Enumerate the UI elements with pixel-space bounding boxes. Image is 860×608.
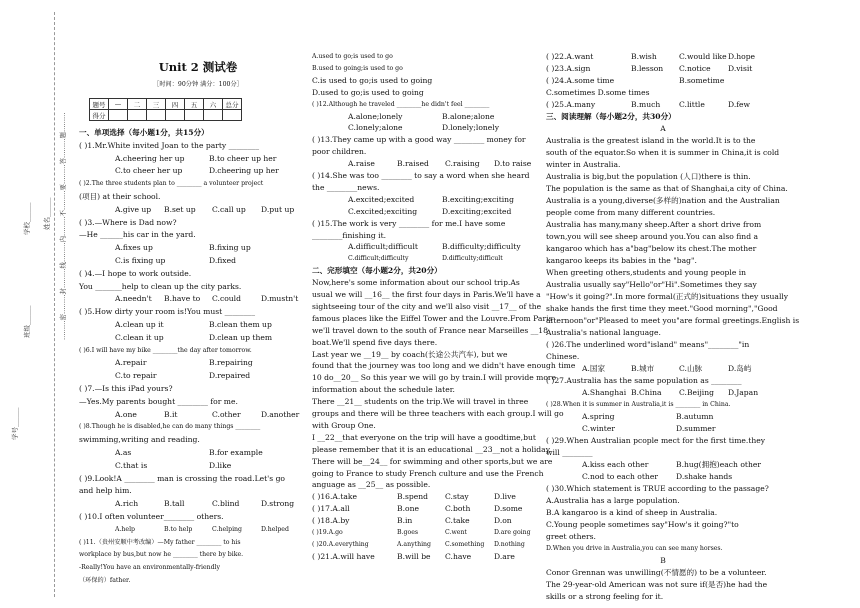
question-text: ( )27.Australia has the same population as ________ (546, 376, 742, 385)
score-header-cell: — (109, 99, 128, 110)
answer-option: A.国家 (582, 364, 606, 373)
question-text: south of the equator.So when it is summer in China,it is cold (546, 148, 780, 157)
answer-option: C.notice (679, 64, 711, 73)
score-header-cell: 三 (147, 99, 166, 110)
question-text: swimming,writing and reading. (79, 435, 200, 445)
number-field: 学号______ (11, 407, 19, 440)
answer-option: D.like (209, 460, 232, 470)
question-text: A.Australia has a large population. (546, 496, 680, 505)
answer-option: A.as (115, 448, 132, 457)
question-text: ( )2.The three students plan to ________ a volunteer project (79, 180, 264, 188)
answer-option: B.one (397, 504, 419, 514)
question-text: The 29-year-old American was not sure if(是否)he had the (546, 580, 768, 589)
question-text: Now,here's some information about our school trip.As (312, 278, 520, 288)
question-text: "How's it going?".In more formal(正式的)situations they usually (546, 292, 789, 301)
question-text: ( )4.—I hope to work outside. (79, 268, 192, 278)
answer-option: C.clean it up (115, 332, 164, 342)
answer-option: C.went (445, 529, 467, 536)
question-text: will ________ (546, 448, 593, 457)
question-text: ( )18.A.by (312, 516, 350, 526)
question-text: ( )17.A.all (312, 504, 350, 514)
answer-option: C.is fixing up (115, 256, 166, 265)
question-text: sightseeing tour of the city and we'll also visit __17__ of the (312, 301, 542, 311)
question-text: —Yes.My parents bought ________ for me. (79, 396, 238, 406)
answer-option: C.lonely;alone (348, 123, 403, 133)
question-text: usual we will __16__ the first four days in Paris.We'll have a (312, 290, 541, 299)
question-text: C.is used to go;is used to going (312, 75, 433, 85)
question-text: ( )1.Mr.White invited Joan to the party ________ (79, 140, 259, 150)
question-text: ( )24.A.some time (546, 76, 615, 85)
question-text: You _______help to clean up the city parks. (79, 281, 242, 291)
answer-option: C.to repair (115, 371, 157, 381)
score-cell[interactable] (147, 110, 166, 121)
answer-option: C.something (445, 540, 485, 548)
answer-option: A.cheering her up (115, 153, 185, 163)
score-header-cell: 总分 (223, 99, 242, 110)
question-text: C.sometimes D.some times (546, 88, 650, 97)
answer-option: B.for example (209, 448, 263, 457)
question-text: -Really!You have an environmentally-friendly (79, 564, 221, 572)
question-text: please remember that it is an educational __23__not a holiday. (312, 444, 552, 454)
answer-option: D.visit (728, 64, 753, 73)
score-cell[interactable] (109, 110, 128, 121)
answer-option: B.autumn (676, 412, 714, 421)
answer-option: A.raise (348, 159, 375, 169)
score-label-cell: 得分 (90, 110, 109, 121)
answer-option: D.put up (261, 204, 295, 214)
question-text: The population is the same as that of Shanghai,a city of China. (546, 184, 788, 193)
question-text: A (660, 124, 666, 133)
score-header-cell: 题号 (90, 99, 109, 110)
question-text: B.A kangaroo is a kind of sheep in Australia. (546, 508, 718, 517)
answer-option: B.to help (164, 525, 193, 533)
answer-option: D.shake hands (676, 472, 733, 481)
question-text: afternoon"or"Pleased to meet you"are formal greetings.English is (546, 316, 800, 325)
question-text: ( )28.When it is summer in Australia,it is ________ in China. (546, 401, 731, 408)
answer-option: D.clean up them (209, 332, 273, 342)
answer-option: B.goes (397, 529, 419, 536)
question-text: people come from many different countries. (546, 208, 716, 217)
binding-margin (0, 0, 70, 608)
answer-option: C.to cheer her up (115, 166, 183, 176)
question-text: A.used to go;is used to go (312, 53, 393, 60)
answer-option: C.have (445, 551, 472, 561)
question-text: D.When you drive in Australia,you can see many horses. (546, 545, 723, 552)
question-text: （环保的）father. (79, 577, 131, 584)
question-text: poor children. (312, 147, 367, 157)
question-text: kangaroo which has a"bag"below its chest.The mother (546, 244, 757, 253)
answer-option: D.summer (676, 424, 716, 433)
score-table (89, 98, 242, 121)
question-text: shake hands the first time they meet."Good morning","Good (546, 304, 778, 313)
question-text: ( )30.Which statement is TRUE according to the passage? (546, 484, 769, 493)
question-text: ( )10.I often volunteer________ others. (79, 512, 224, 521)
answer-option: C.little (679, 100, 705, 109)
answer-option: C.could (212, 294, 241, 304)
question-text: greet others. (546, 532, 596, 541)
answer-option: D.are going (494, 529, 531, 536)
question-text: ( )9.Look!A ________ man is crossing the road.Let's go (79, 473, 285, 483)
page-title: Unit 2 测试卷 (158, 60, 238, 74)
question-text: ( )8.Though he is disabled,he can do many things ________ (79, 423, 261, 431)
answer-option: A.Shanghai (582, 388, 627, 397)
answer-option: C.stay (445, 492, 469, 502)
answer-option: A.kiss each other (582, 460, 649, 469)
question-text: anguage as __25__ as possible. (312, 480, 431, 490)
question-text: groups and there will be three teachers with each group.I will go (312, 409, 564, 418)
question-text: I __22__that everyone on the trip will have a goodtime,but (312, 432, 536, 442)
answer-option: C.other (212, 409, 241, 419)
answer-option: B.China (631, 388, 662, 397)
question-text: D.used to go;is used to going (312, 87, 424, 97)
question-text: ( )11.（贵州安顺中考改编）—My father ________ to his (79, 538, 241, 546)
answer-option: D.岛屿 (728, 364, 752, 373)
score-cell[interactable] (204, 110, 223, 121)
section-heading: 二、完形填空（每小题2分，共20分） (312, 266, 442, 276)
answer-option: A.help (115, 525, 136, 533)
question-text: C.Young people sometimes say"How's it going?"to (546, 520, 739, 529)
answer-option: D.fixed (209, 256, 236, 265)
answer-option: B.difficulty;difficulty (442, 242, 521, 252)
question-text: ( )7.—Is this iPad yours? (79, 384, 173, 393)
answer-option: D.difficulty;difficult (442, 255, 503, 263)
question-text: Australia is big,but the population (人口)there is thin. (546, 172, 751, 181)
answer-option: B.much (631, 100, 661, 109)
answer-option: C.winter (582, 424, 615, 433)
answer-option: A.difficult;difficult (348, 242, 418, 252)
answer-option: B.it (164, 409, 178, 419)
answer-option: B.alone;alone (442, 111, 495, 121)
question-text: Australia has many,many sheep.After a short drive from (546, 220, 762, 229)
score-header-cell: 二 (128, 99, 147, 110)
answer-option: B.set up (164, 204, 196, 214)
exam-info: ［时间：90分钟 满分：100分］ (153, 81, 243, 88)
question-text: Australia usually say"Hello"or"Hi".Sometimes they say (546, 280, 757, 289)
answer-option: B.exciting;exciting (442, 194, 514, 204)
question-text: skills or a strong feeling for it. (546, 592, 664, 601)
question-text: going to France to study French culture and use the French (312, 468, 544, 478)
question-text: ( )15.The work is very ________ for me.I have some (312, 218, 506, 228)
answer-option: A.rich (115, 499, 139, 509)
answer-option: B.in (397, 516, 413, 526)
question-text: ( )21.A.will have (312, 551, 375, 561)
question-text: town,you will see sheep around you.You can also find a (546, 232, 759, 241)
answer-option: C.Beijing (679, 388, 714, 397)
answer-option: D.to raise (494, 159, 532, 169)
answer-option: B.wish (631, 52, 657, 61)
question-text: with Group One. (312, 420, 376, 430)
answer-option: C.nod to each other (582, 472, 658, 481)
score-header-cell: 五 (185, 99, 204, 110)
answer-option: B.repairing (209, 358, 253, 368)
answer-option: B.lesson (631, 64, 664, 73)
question-text: ( )14.She was too ________ to say a word when she heard (312, 171, 530, 180)
question-text: kangaroo keeps its babies in the "bag". (546, 256, 697, 265)
question-text: ( )20.A.everything (312, 540, 369, 548)
question-text: Conor Grennan was unwilling(不情愿的) to be a volunteer. (546, 568, 767, 577)
answer-option: C.both (445, 504, 471, 514)
answer-option: D.are (494, 551, 515, 561)
section-heading: 一、单项选择（每小题1分，共15分） (79, 128, 209, 137)
answer-option: D.helped (261, 525, 289, 533)
score-header-cell: 六 (204, 99, 223, 110)
answer-option: B.城市 (631, 364, 655, 373)
question-text: B (660, 556, 666, 565)
column-1 (79, 0, 317, 608)
answer-option: D.mustn't (261, 294, 299, 304)
question-text: ( )13.They came up with a good way ________ money for (312, 135, 526, 145)
question-text: ( )19.A.go (312, 529, 343, 536)
answer-option: C.helping (212, 525, 242, 533)
question-text: famous places like the Eiffel Tower and the Louvre.From Paris (312, 313, 553, 323)
question-text: Last year we __19__ by coach(长途公共汽车), but we (312, 349, 508, 359)
question-text: ( )3.—Where is Dad now? (79, 217, 177, 227)
score-cell[interactable] (223, 110, 242, 121)
question-text: boat.We'll spend five days there. (312, 337, 438, 347)
question-text: ________finishing it. (312, 230, 387, 240)
question-text: (项目) at their school. (79, 192, 161, 201)
answer-option: A.give up (115, 204, 152, 214)
answer-option: B.raised (397, 159, 429, 169)
score-header-cell: 四 (166, 99, 185, 110)
question-text: ( )23.A.sign (546, 64, 591, 73)
answer-option: D.cheering up her (209, 166, 279, 176)
question-text: ( )22.A.want (546, 52, 594, 61)
answer-option: A.alone;lonely (348, 111, 403, 121)
answer-option: C.take (445, 516, 470, 526)
question-text: the ________news. (312, 182, 380, 192)
question-text: workplace by bus,but now he ________ there by bike. (79, 551, 244, 559)
question-text: we'll travel down to the south of France near Marseilles __18 (312, 325, 548, 335)
answer-option: A.spring (582, 412, 615, 421)
no-answer-warning: ………密………封………线………内………不………要………答………题……… (59, 112, 67, 340)
answer-option: A.clean up it (115, 320, 164, 329)
answer-option: D.hope (728, 52, 756, 61)
question-text: —He ______his car in the yard. (79, 230, 196, 240)
answer-option: D.Japan (728, 388, 759, 397)
question-text: ( )12.Although he traveled ________he didn't feel ________ (312, 100, 490, 108)
answer-option: D.repaired (209, 371, 251, 381)
answer-option: A.anything (397, 540, 432, 548)
answer-option: C.difficult;difficulty (348, 255, 409, 263)
question-text: Chinese. (546, 352, 580, 361)
answer-option: A.excited;excited (348, 194, 415, 204)
question-text: ( )29.When Australian pcople mect for the first time.they (546, 436, 766, 445)
answer-option: A.repair (115, 358, 147, 368)
question-text: and help him. (79, 486, 132, 496)
answer-option: B.sometime (679, 76, 725, 85)
answer-option: B.tall (164, 499, 185, 509)
answer-option: D.some (494, 504, 523, 514)
question-text: ( )6.I will have my bike ________the day after tomorrow. (79, 346, 252, 354)
answer-option: C.call up (212, 204, 246, 214)
question-text: ( )16.A.take (312, 492, 357, 502)
question-text: found that the journey was too long and we didn't have enough time (312, 361, 576, 371)
answer-option: A.fixes up (115, 243, 153, 253)
answer-option: B.have to (164, 294, 201, 304)
answer-option: D.another (261, 409, 300, 419)
answer-option: B.hug(拥抱)each other (676, 460, 761, 469)
question-text: When greeting others,students and young people in (546, 268, 747, 277)
answer-option: B.clean them up (209, 320, 272, 329)
answer-option: C.excited;exciting (348, 206, 418, 216)
question-text: There __21__ students on the trip.We will travel in three (312, 397, 529, 407)
question-text: Australia's national language. (546, 328, 661, 337)
question-text: 10 do__20__ So this year we will go by train.I will provide more (312, 373, 557, 383)
school-field: 学校______ (23, 202, 31, 235)
score-cell[interactable] (166, 110, 185, 121)
question-text: ( )5.How dirty your room is!You must ________ (79, 307, 255, 317)
answer-option: C.blind (212, 499, 240, 509)
answer-option: D.lonely;lonely (442, 123, 499, 133)
answer-option: A.one (115, 409, 137, 419)
answer-option: C.would like (679, 52, 727, 61)
answer-option: C.raising (445, 159, 480, 169)
question-text: ( )25.A.many (546, 100, 596, 109)
answer-option: B.fixing up (209, 243, 251, 253)
column-3 (546, 0, 800, 608)
question-text: winter in Australia. (546, 160, 621, 169)
answer-option: B.spend (397, 492, 428, 502)
answer-option: C.山脉 (679, 364, 703, 373)
answer-option: D.strong (261, 499, 295, 509)
question-text: There will be__24__ for swimming and other sports,but we are (312, 456, 553, 466)
section-heading: 三、阅读理解（每小题2分，共30分） (546, 112, 676, 121)
answer-option: A.needn't (115, 294, 152, 304)
answer-option: C.that is (115, 460, 148, 470)
fold-line (54, 12, 55, 597)
question-text: Australia is a young,diverse(多样的)nation and the Australian (546, 196, 780, 205)
score-cell[interactable] (185, 110, 204, 121)
name-field: 姓名______ (43, 197, 51, 230)
answer-option: D.exciting;excited (442, 206, 512, 216)
answer-option: B.will be (397, 551, 431, 561)
score-cell[interactable] (128, 110, 147, 121)
answer-option: B.to cheer up her (209, 153, 277, 163)
question-text: information about the schedule later. (312, 385, 455, 395)
question-text: ( )26.The underlined word"island" means"________"in (546, 340, 750, 349)
answer-option: D.on (494, 516, 512, 526)
answer-option: D.nothing (494, 540, 525, 548)
answer-option: D.few (728, 100, 751, 109)
class-field: 班级______ (23, 305, 31, 338)
question-text: B.used to going;is used to go (312, 64, 403, 72)
question-text: Australia is the greatest island in the world.It is to the (546, 136, 756, 145)
answer-option: D.live (494, 492, 516, 502)
